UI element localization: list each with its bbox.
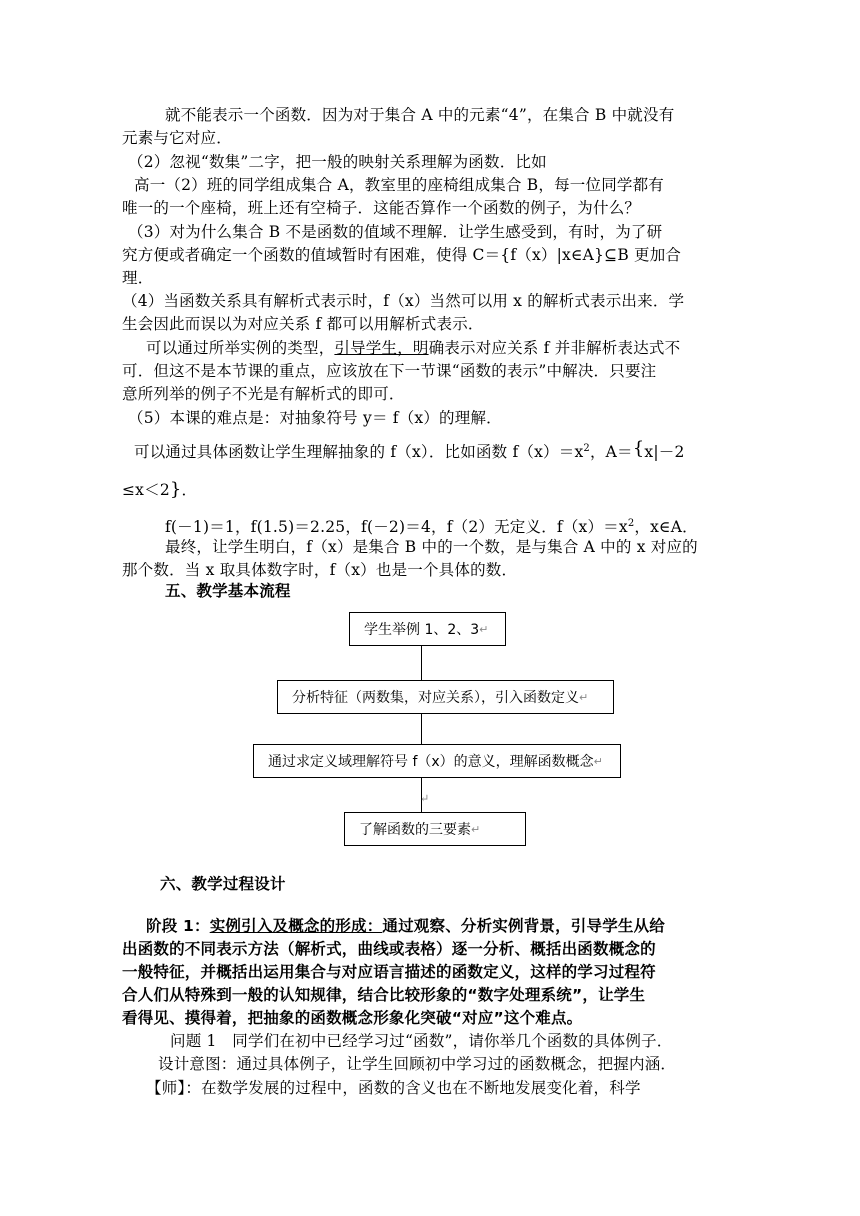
flow-box-three-elements	[344, 812, 526, 846]
paragraph-line: 元素与它对应．	[122, 129, 232, 147]
stage-paragraph-line: 看得见、摸得着，把抽象的函数概念形象化突破“对应”这个难点。	[122, 1009, 583, 1027]
return-mark: ↵	[420, 792, 430, 805]
flow-box-understand-notation	[253, 744, 621, 778]
text-segment: 确表示对应关系 f 并非解析表达式不	[428, 339, 681, 357]
paragraph-line: 唯一的一个座椅，班上还有空椅子．这能否算作一个函数的例子，为什么？	[122, 199, 641, 217]
flow-box-analyze-features	[277, 680, 614, 714]
text-segment: 阶段 1：	[146, 917, 210, 935]
text-segment: x|－2	[644, 443, 685, 462]
paragraph-line: （5）本课的难点是：对抽象符号 y＝ f（x）的理解．	[128, 409, 502, 427]
stage-paragraph-line: 合人们从特殊到一般的认知规律，结合比较形象的“数字处理系统”，让学生	[122, 986, 646, 1004]
paragraph-line: （4）当函数关系具有解析式表示时，f（x）当然可以用 x 的解析式表示出来．学	[122, 292, 685, 310]
return-mark: ↵	[479, 622, 489, 636]
paragraph-line	[122, 244, 681, 266]
paragraph-line: 生会因此而误以为对应关系 f 都可以用解析式表示．	[122, 315, 484, 333]
flow-connector	[421, 714, 422, 744]
paragraph-line: （3）对为什么集合 B 不是函数的值域不理解．让学生感受到，有时，为了研	[128, 223, 663, 241]
underlined-text: 实例引入及概念的形成：	[209, 917, 383, 935]
teacher-line: 【师】：在数学发展的过程中，函数的含义也在不断地发展变化着，科学	[146, 1079, 641, 1097]
text-segment: ，A＝	[589, 443, 633, 462]
flow-box-label: 了解函数的三要素	[359, 822, 471, 838]
paragraph-line	[122, 479, 197, 501]
flow-box-student-examples	[349, 612, 506, 646]
return-mark: ↵	[579, 690, 589, 704]
question-line: 问题 1 同学们在初中已经学习过“函数”，请你举几个函数的具体例子．	[170, 1032, 673, 1050]
text-segment: 可以通过所举实例的类型，	[146, 339, 335, 357]
superscript: 2	[627, 518, 635, 529]
brace-close: }	[169, 479, 182, 500]
paragraph-line: 高一（2）班的同学组成集合 A，教室里的座椅组成集合 B，每一位同学都有	[134, 176, 665, 194]
text-segment: ．	[181, 481, 198, 499]
return-mark: ↵	[471, 822, 481, 836]
text-segment: 通过观察、分析实例背景，引导学生从给	[382, 917, 665, 935]
text-segment: B 更加合	[617, 246, 682, 264]
paragraph-line: 那个数．当 x 取具体数字时，f（x）也是一个具体的数．	[122, 561, 518, 579]
text-segment: 可以通过具体函数让学生理解抽象的 f（x）．比如函数 f（x）＝x	[134, 443, 584, 462]
paragraph-line: 最终，让学生明白，f（x）是集合 B 中的一个数，是与集合 A 中的 x 对应的	[165, 538, 698, 556]
underlined-text: 引导学生，明	[334, 339, 429, 357]
paragraph-line	[134, 438, 685, 463]
text-segment: f(－1)＝1，f(1.5)＝2.25，f(－2)＝4，f（2）无定义．f（x）＝x	[165, 518, 628, 537]
paragraph-line	[146, 337, 680, 359]
stage-paragraph-line	[146, 915, 665, 937]
flow-box-label: 学生举例 1、2、3	[364, 622, 480, 638]
text-segment: ，x∈A．	[634, 518, 698, 537]
return-mark: ↵	[593, 754, 603, 768]
design-intent-line: 设计意图：通过具体例子，让学生回顾初中学习过的函数概念，把握内涵．	[158, 1055, 677, 1073]
superscript: 2	[583, 443, 590, 454]
brace-open: {	[632, 438, 645, 459]
stage-paragraph-line: 出函数的不同表示方法（解析式，曲线或表格）逐一分析、概括出函数概念的	[122, 940, 656, 958]
flow-connector	[421, 646, 422, 680]
paragraph-line: 理．	[122, 269, 154, 287]
flow-box-label: 通过求定义域理解符号 f（x）的意义，理解函数概念	[268, 754, 594, 770]
text-segment: ≤x＜2	[122, 481, 170, 499]
section-heading: 六、教学过程设计	[160, 875, 286, 893]
section-heading: 五、教学基本流程	[165, 582, 291, 600]
paragraph-line: 可．但这不是本节课的重点，应该放在下一节课“函数的表示”中解决．只要注	[122, 362, 657, 380]
paragraph-line: 意所列举的例子不光是有解析式的即可．	[122, 385, 405, 403]
text-segment: 究方便或者确定一个函数的值域暂时有困难，使得 C＝{f（x）|x∈A}	[122, 246, 605, 264]
paragraph-line: 就不能表示一个函数．因为对于集合 A 中的元素“4”，在集合 B 中就没有	[165, 106, 675, 124]
subseteq-symbol: ⊆	[604, 246, 618, 264]
flow-box-label: 分析特征（两数集，对应关系），引入函数定义	[292, 690, 579, 706]
stage-paragraph-line: 一般特征，并概括出运用集合与对应语言描述的函数定义，这样的学习过程符	[122, 963, 656, 981]
paragraph-line: （2）忽视“数集”二字，把一般的映射关系理解为函数．比如	[128, 153, 547, 171]
paragraph-line	[165, 513, 698, 538]
